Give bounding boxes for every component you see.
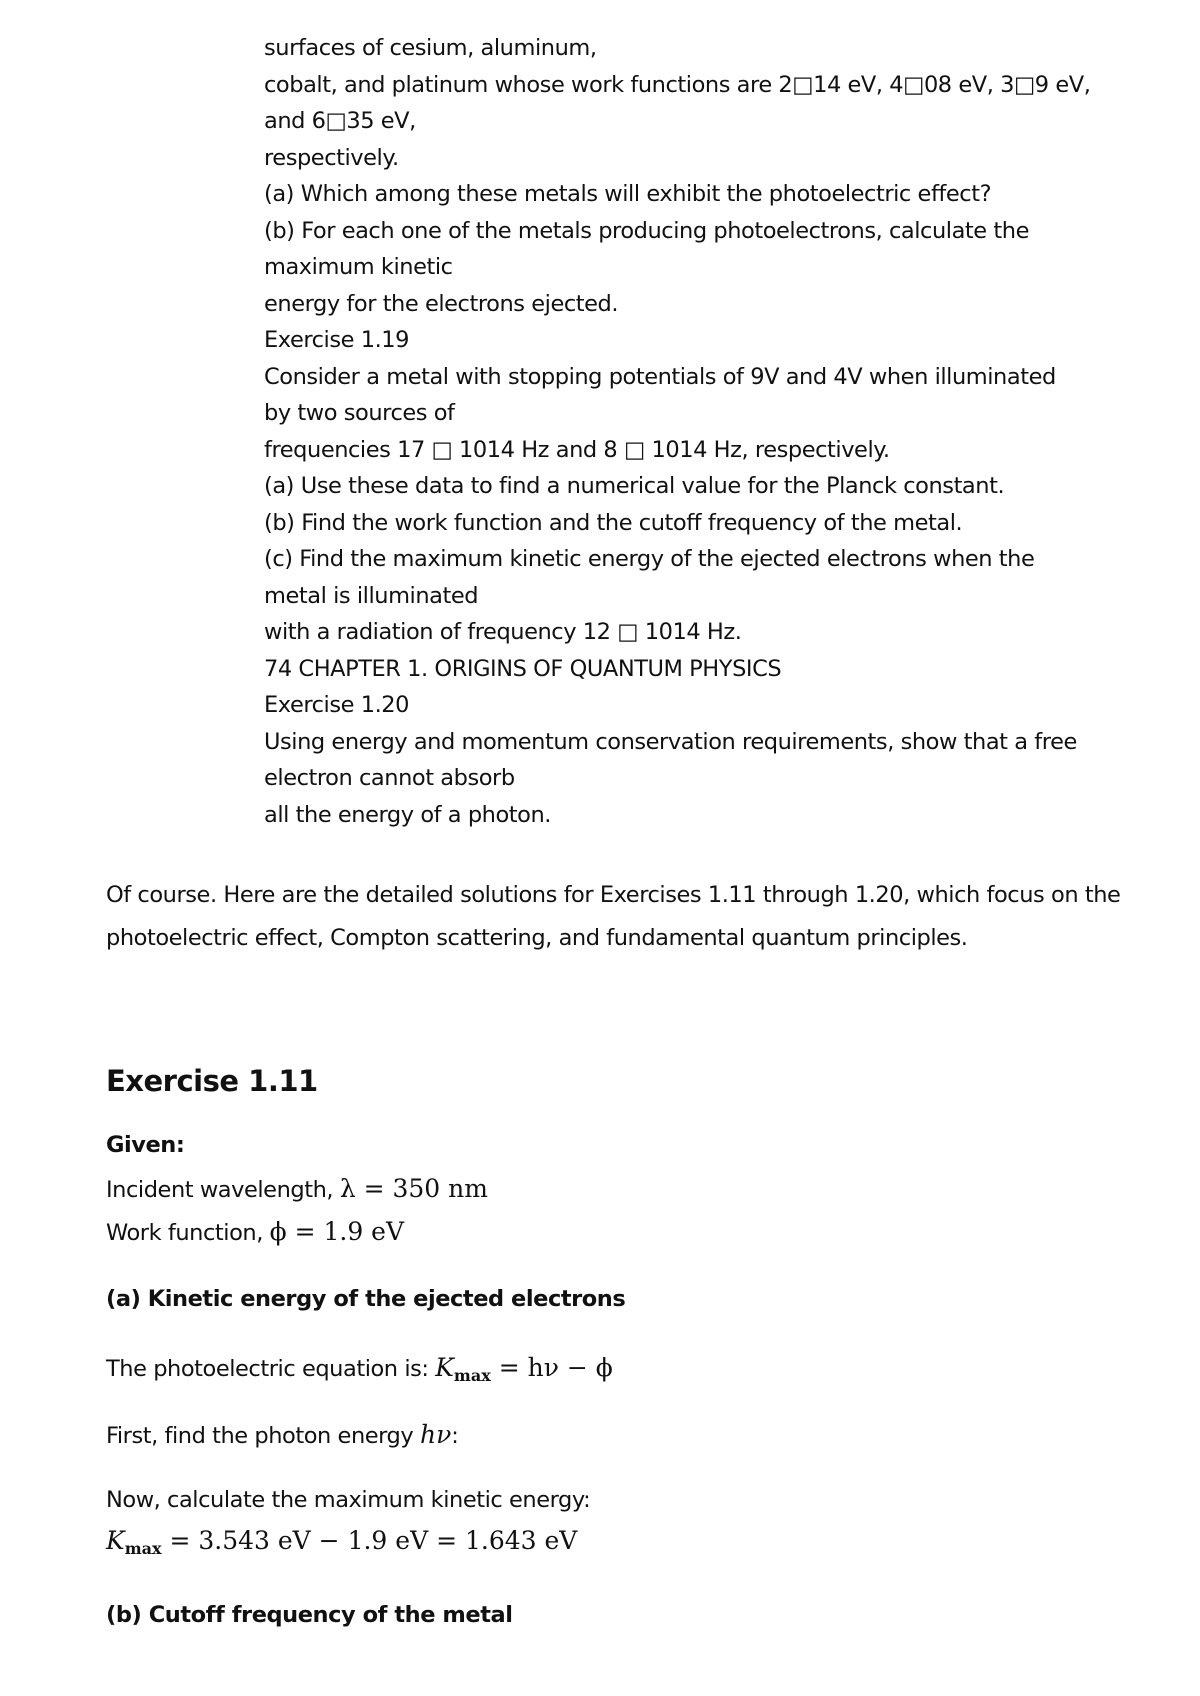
wavelength-formula: λ = 350 nm [339, 1174, 488, 1203]
photoelectric-intro: The photoelectric equation is: [106, 1356, 436, 1382]
quoted-line: Consider a metal with stopping potentials of 9V and 4V when illuminated [264, 363, 1056, 390]
photoelectric-equation-line [106, 1353, 613, 1385]
max-subscript: max [453, 1366, 491, 1385]
equation-rest: = 3.543 eV − 1.9 eV = 1.643 eV [161, 1526, 578, 1555]
quoted-line: (b) For each one of the metals producing photoelectrons, calculate the [264, 217, 1029, 244]
kinetic-result-line [106, 1526, 577, 1558]
exercise-heading: Exercise 1.11 [106, 1064, 318, 1098]
quoted-line: with a radiation of frequency 12 □ 1014 Hz. [264, 619, 742, 645]
quoted-line: (a) Use these data to find a numerical value for the Planck constant. [264, 473, 1005, 499]
given-label: Given: [106, 1132, 185, 1158]
equation-rest: = hν − ϕ [490, 1353, 613, 1382]
quoted-line: all the energy of a photon. [264, 801, 552, 828]
colon: : [451, 1423, 459, 1449]
photoelectric-equation [435, 1353, 613, 1385]
intro-line: Of course. Here are the detailed solutions for Exercises 1.11 through 1.20, which focus on the [106, 882, 1121, 908]
kinetic-calc-text: Now, calculate the maximum kinetic energy: [106, 1487, 591, 1513]
photon-energy-line [106, 1420, 458, 1449]
max-subscript: max [124, 1539, 162, 1558]
photon-energy-symbol: hν [419, 1420, 452, 1449]
work-function-label: Work function, [106, 1220, 270, 1246]
quoted-line: respectively. [264, 144, 399, 171]
quoted-line: by two sources of [264, 400, 455, 426]
quoted-line: Using energy and momentum conservation requirements, show that a free [264, 728, 1077, 755]
quoted-line: surfaces of cesium, aluminum, [264, 35, 597, 61]
quoted-line: maximum kinetic [264, 254, 453, 280]
k-symbol: K [435, 1353, 454, 1382]
quoted-line: electron cannot absorb [264, 765, 515, 791]
quoted-line: frequencies 17 □ 1014 Hz and 8 □ 1014 Hz, respectively. [264, 436, 890, 463]
wavelength-label: Incident wavelength, [106, 1177, 340, 1203]
quoted-line: and 6□35 eV, [264, 108, 416, 134]
kinetic-result-equation [106, 1526, 578, 1558]
part-a-heading: (a) Kinetic energy of the ejected electrons [106, 1286, 626, 1312]
quoted-line: (b) Find the work function and the cutoff frequency of the metal. [264, 509, 963, 536]
wavelength-given [106, 1174, 488, 1203]
quoted-line: Exercise 1.20 [264, 692, 410, 718]
part-b-heading: (b) Cutoff frequency of the metal [106, 1602, 513, 1628]
work-function-given [106, 1217, 404, 1246]
photon-energy-text: First, find the photon energy [106, 1423, 420, 1449]
quoted-problem-text [264, 30, 1124, 833]
quoted-line: energy for the electrons ejected. [264, 290, 619, 317]
quoted-line: (a) Which among these metals will exhibit the photoelectric effect? [264, 181, 992, 207]
quoted-line: 74 CHAPTER 1. ORIGINS OF QUANTUM PHYSICS [264, 655, 782, 682]
work-function-formula: ϕ = 1.9 eV [269, 1217, 405, 1246]
quoted-line: cobalt, and platinum whose work functions are 2□14 eV, 4□08 eV, 3□9 eV, [264, 71, 1091, 98]
quoted-line: metal is illuminated [264, 582, 479, 609]
quoted-line: Exercise 1.19 [264, 327, 410, 353]
k-symbol: K [106, 1526, 125, 1555]
quoted-line: (c) Find the maximum kinetic energy of the ejected electrons when the [264, 546, 1035, 572]
intro-line: photoelectric effect, Compton scattering, and fundamental quantum principles. [106, 925, 968, 951]
intro-paragraph [106, 874, 1121, 960]
